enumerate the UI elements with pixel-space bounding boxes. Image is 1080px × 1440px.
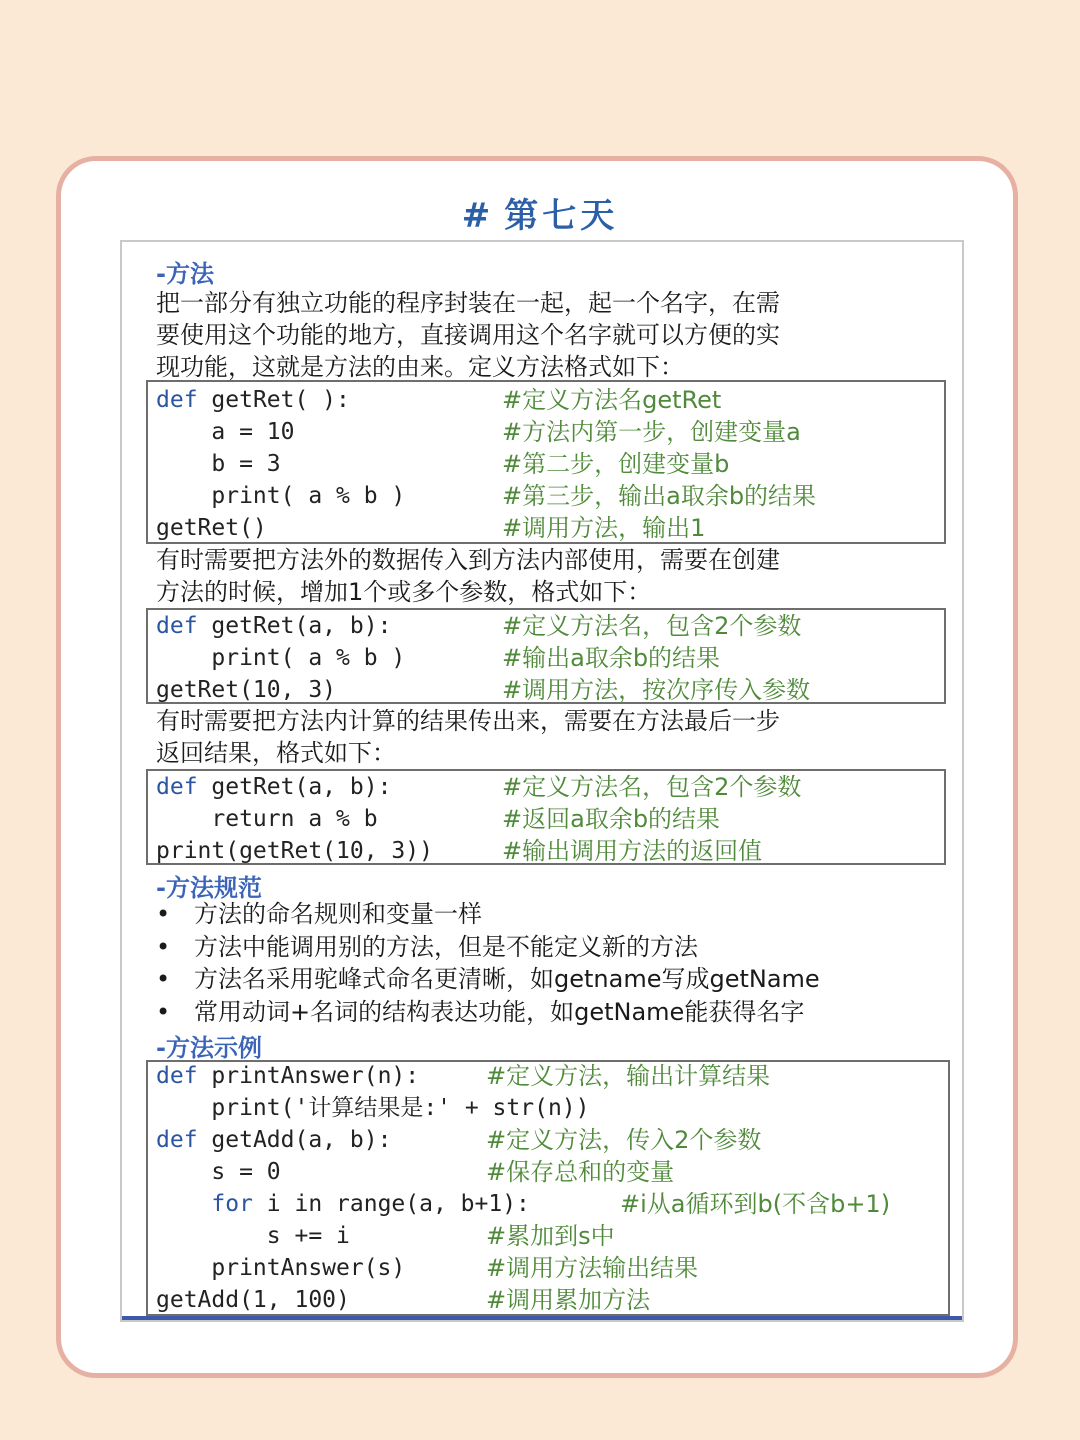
keyword: def [156,1063,198,1089]
keyword: def [156,613,198,639]
code-line: i in range(a, b+1): [266,1191,530,1217]
paragraph-line: 返回结果，格式如下： [156,739,396,767]
list-item-text: 常用动词+名词的结构表达功能，如getName能获得名字 [194,997,805,1026]
code-line: print( a % b ) [156,645,406,671]
code-line: getRet( ): [211,387,350,413]
hash-mark: # [461,196,495,236]
keyword: for [211,1191,253,1217]
section-heading-conventions: -方法规范 [156,874,262,902]
code-line: s += i [156,1223,350,1249]
code-comment: #累加到s中 [486,1222,615,1250]
code-comment: #输出a取余b的结果 [502,644,721,672]
code-comment: #定义方法，输出计算结果 [486,1062,771,1090]
code-comment: #方法内第一步，创建变量a [502,418,801,446]
code-comment: #定义方法名getRet [502,386,722,414]
conventions-list [156,898,956,1028]
paragraph-line: 现功能，这就是方法的由来。定义方法格式如下： [156,353,684,381]
bullet-icon: • [156,997,171,1026]
code-line: b = 3 [156,451,281,477]
code-comment: #调用方法，输出1 [502,514,706,542]
section-heading-method: -方法 [156,260,214,288]
code-line: return a % b [156,806,378,832]
paragraph-return [156,705,946,769]
code-line: getRet(a, b): [211,613,392,639]
list-item [156,931,956,964]
keyword: def [156,1127,198,1153]
code-line: getRet() [156,515,267,541]
code-line: print( a % b ) [156,483,406,509]
paragraph-line: 要使用这个功能的地方，直接调用这个名字就可以方便的实 [156,321,780,349]
list-item-text: 方法名采用驼峰式命名更清晰，如getname写成getName [194,965,820,993]
code-comment: #定义方法名，包含2个参数 [502,612,802,640]
code-block-params [156,610,405,706]
code-line: a = 10 [156,419,295,445]
code-comment: #定义方法，传入2个参数 [486,1126,762,1154]
paragraph-line: 有时需要把方法外的数据传入到方法内部使用，需要在创建 [156,546,780,574]
code-comment: #调用方法，按次序传入参数 [502,676,811,704]
code-line: print('计算结果是:' + str(n)) [156,1095,590,1121]
code-line: getAdd(1, 100) [156,1287,350,1313]
code-line: print(getRet(10, 3)) [156,838,433,864]
sheet-bottom-rule [122,1316,962,1320]
code-line: printAnswer(n): [211,1063,420,1089]
code-comment: #调用方法输出结果 [486,1254,699,1282]
code-comment: #第三步，输出a取余b的结果 [502,482,817,510]
code-line: printAnswer(s) [156,1255,406,1281]
code-comment: #第二步，创建变量b [502,450,730,478]
code-line: s = 0 [156,1159,281,1185]
bullet-icon: • [156,965,171,993]
code-line: getRet(10, 3) [156,677,337,703]
title-text: 第七天 [504,196,619,236]
code-comment: #输出调用方法的返回值 [502,837,763,865]
list-item [156,996,956,1029]
page-title [0,188,1080,237]
code-comment: #调用累加方法 [486,1286,651,1314]
code-comment: #i从a循环到b(不含b+1) [620,1190,891,1218]
code-line: getAdd(a, b): [211,1127,392,1153]
paragraph-line: 有时需要把方法内计算的结果传出来，需要在方法最后一步 [156,707,780,735]
list-item [156,963,956,996]
list-item-text: 方法中能调用别的方法，但是不能定义新的方法 [194,932,698,961]
code-comment: #保存总和的变量 [486,1158,675,1186]
paragraph-line: 方法的时候，增加1个或多个参数，格式如下： [156,578,652,606]
code-comment: #返回a取余b的结果 [502,805,721,833]
section-heading-example: -方法示例 [156,1034,262,1062]
code-comment: #定义方法名，包含2个参数 [502,773,802,801]
list-item [156,898,956,931]
paragraph-line: 把一部分有独立功能的程序封装在一起，起一个名字，在需 [156,289,780,317]
bullet-icon: • [156,932,171,961]
code-block-basic [156,384,405,544]
list-item-text: 方法的命名规则和变量一样 [194,900,482,928]
keyword: def [156,387,198,413]
code-line: getRet(a, b): [211,774,392,800]
keyword: def [156,774,198,800]
paragraph-intro [156,287,946,383]
bullet-icon: • [156,900,171,928]
code-block-return [156,771,433,867]
paragraph-params [156,544,946,608]
